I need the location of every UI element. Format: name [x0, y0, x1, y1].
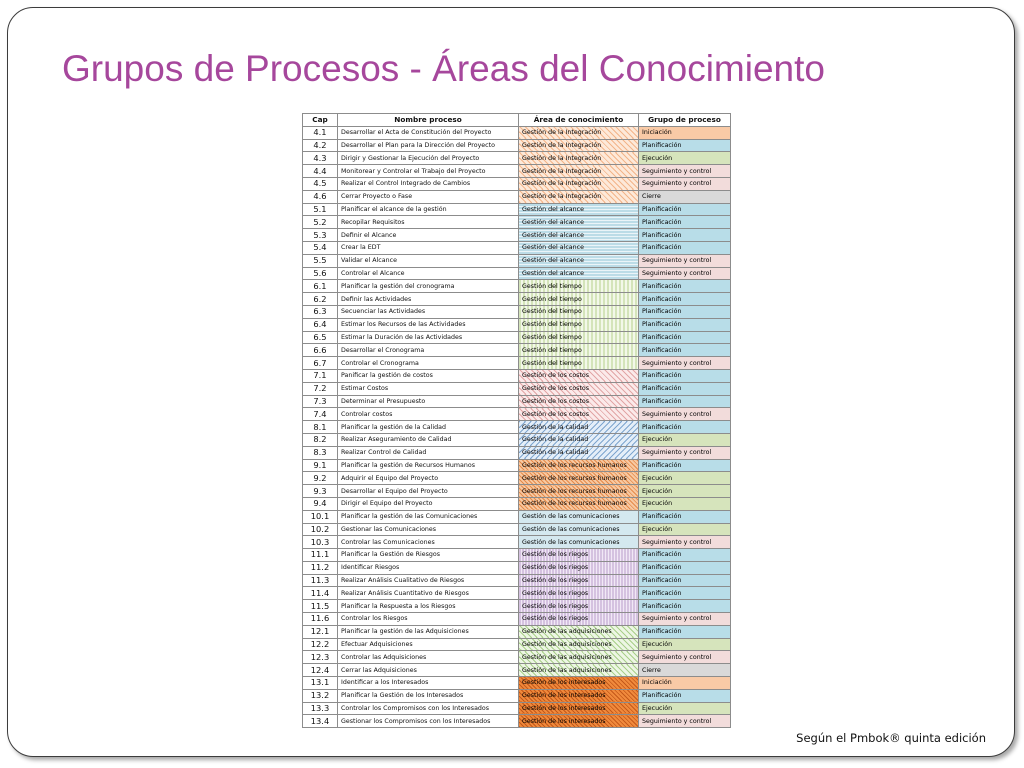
process-name-cell: Planificar la gestión de la Calidad [338, 421, 519, 434]
table-row [303, 677, 731, 690]
process-group-cell: Seguimiento y control [639, 254, 731, 267]
cap-cell: 4.2 [303, 139, 338, 152]
process-group-cell: Planificación [639, 216, 731, 229]
knowledge-area-cell: Gestión de los interesados [519, 715, 639, 728]
knowledge-area-cell: Gestión de los recursos humanos [519, 497, 639, 510]
knowledge-area-cell: Gestión de la Integración [519, 177, 639, 190]
process-group-cell: Planificación [639, 549, 731, 562]
knowledge-area-cell: Gestión de los interesados [519, 702, 639, 715]
cap-cell: 4.4 [303, 165, 338, 178]
process-name-cell: Planificar la gestión del cronograma [338, 280, 519, 293]
process-group-cell: Planificación [639, 600, 731, 613]
process-name-cell: Realizar Control de Calidad [338, 446, 519, 459]
table-row [303, 165, 731, 178]
process-name-cell: Estimar los Recursos de las Actividades [338, 318, 519, 331]
table-row [303, 702, 731, 715]
knowledge-area-cell: Gestión del alcance [519, 216, 639, 229]
knowledge-area-cell: Gestión de la calidad [519, 446, 639, 459]
process-group-cell: Planificación [639, 293, 731, 306]
cap-cell: 5.6 [303, 267, 338, 280]
process-group-cell: Planificación [639, 139, 731, 152]
cap-cell: 9.4 [303, 497, 338, 510]
process-name-cell: Gestionar los Compromisos con los Interesados [338, 715, 519, 728]
process-name-cell: Adquirir el Equipo del Proyecto [338, 472, 519, 485]
process-group-cell: Planificación [639, 561, 731, 574]
header-grupo-proceso: Grupo de proceso [639, 114, 731, 127]
process-name-cell: Controlar el Alcance [338, 267, 519, 280]
table-row [303, 408, 731, 421]
cap-cell: 6.4 [303, 318, 338, 331]
process-name-cell: Cerrar las Adquisiciones [338, 664, 519, 677]
process-name-cell: Controlar los Riesgos [338, 613, 519, 626]
process-name-cell: Controlar el Cronograma [338, 357, 519, 370]
table-row [303, 536, 731, 549]
cap-cell: 7.2 [303, 382, 338, 395]
table-row [303, 561, 731, 574]
knowledge-area-cell: Gestión del tiempo [519, 357, 639, 370]
knowledge-area-cell: Gestión de los costos [519, 408, 639, 421]
knowledge-area-cell: Gestión del alcance [519, 241, 639, 254]
process-name-cell: Planificar la Gestión de los Interesados [338, 689, 519, 702]
table-body [303, 126, 731, 727]
knowledge-area-cell: Gestión de las adquisiciones [519, 651, 639, 664]
process-name-cell: Estimar la Duración de las Actividades [338, 331, 519, 344]
cap-cell: 10.1 [303, 510, 338, 523]
process-name-cell: Identificar Riesgos [338, 561, 519, 574]
table-row [303, 254, 731, 267]
table-row [303, 331, 731, 344]
table-header-row [303, 114, 731, 127]
knowledge-area-cell: Gestión de los riegos [519, 600, 639, 613]
process-group-cell: Ejecución [639, 523, 731, 536]
table-row [303, 241, 731, 254]
process-name-cell: Estimar Costos [338, 382, 519, 395]
process-name-cell: Realizar Análisis Cualitativo de Riesgos [338, 574, 519, 587]
process-name-cell: Planificar la gestión de Recursos Humanos [338, 459, 519, 472]
process-name-cell: Gestionar las Comunicaciones [338, 523, 519, 536]
knowledge-area-cell: Gestión de la calidad [519, 421, 639, 434]
table-row [303, 613, 731, 626]
process-name-cell: Desarrollar el Acta de Constitución del Proyecto [338, 126, 519, 139]
process-name-cell: Crear la EDT [338, 241, 519, 254]
source-footnote: Según el Pmbok® quinta edición [796, 731, 986, 745]
cap-cell: 12.3 [303, 651, 338, 664]
process-group-cell: Seguimiento y control [639, 408, 731, 421]
process-name-cell: Desarrollar el Plan para la Dirección del Proyecto [338, 139, 519, 152]
knowledge-area-cell: Gestión de los riegos [519, 613, 639, 626]
process-name-cell: Controlar los Compromisos con los Interesados [338, 702, 519, 715]
process-name-cell: Realizar el Control Integrado de Cambios [338, 177, 519, 190]
cap-cell: 13.4 [303, 715, 338, 728]
cap-cell: 11.2 [303, 561, 338, 574]
table-row [303, 625, 731, 638]
process-group-cell: Ejecución [639, 638, 731, 651]
process-group-cell: Planificación [639, 318, 731, 331]
table-row [303, 421, 731, 434]
process-group-cell: Seguimiento y control [639, 715, 731, 728]
knowledge-area-cell: Gestión del alcance [519, 229, 639, 242]
knowledge-area-cell: Gestión de las adquisiciones [519, 625, 639, 638]
cap-cell: 6.7 [303, 357, 338, 370]
table-row [303, 600, 731, 613]
table-row [303, 651, 731, 664]
process-group-cell: Ejecución [639, 497, 731, 510]
table-row [303, 395, 731, 408]
knowledge-area-cell: Gestión de los interesados [519, 677, 639, 690]
process-group-cell: Seguimiento y control [639, 165, 731, 178]
cap-cell: 7.4 [303, 408, 338, 421]
table-row [303, 369, 731, 382]
cap-cell: 4.5 [303, 177, 338, 190]
table-row [303, 293, 731, 306]
table-row [303, 433, 731, 446]
table-row [303, 574, 731, 587]
cap-cell: 13.1 [303, 677, 338, 690]
table-row [303, 152, 731, 165]
table-row [303, 318, 731, 331]
cap-cell: 8.3 [303, 446, 338, 459]
header-area-conocimiento: Área de conocimiento [519, 114, 639, 127]
table-row [303, 190, 731, 203]
process-group-cell: Planificación [639, 344, 731, 357]
knowledge-area-cell: Gestión del tiempo [519, 331, 639, 344]
knowledge-area-cell: Gestión de los costos [519, 382, 639, 395]
table-row [303, 497, 731, 510]
process-group-cell: Seguimiento y control [639, 536, 731, 549]
knowledge-area-cell: Gestión de las comunicaciones [519, 510, 639, 523]
knowledge-area-cell: Gestión de los riegos [519, 549, 639, 562]
cap-cell: 13.3 [303, 702, 338, 715]
process-group-cell: Ejecución [639, 485, 731, 498]
process-group-cell: Planificación [639, 689, 731, 702]
cap-cell: 8.2 [303, 433, 338, 446]
cap-cell: 11.3 [303, 574, 338, 587]
process-name-cell: Controlar las Comunicaciones [338, 536, 519, 549]
knowledge-area-cell: Gestión de los costos [519, 369, 639, 382]
process-name-cell: Determinar el Presupuesto [338, 395, 519, 408]
process-name-cell: Efectuar Adquisiciones [338, 638, 519, 651]
knowledge-area-cell: Gestión de la Integración [519, 139, 639, 152]
slide-title: Grupos de Procesos - Áreas del Conocimiento [62, 48, 825, 89]
knowledge-area-cell: Gestión del tiempo [519, 318, 639, 331]
process-group-cell: Planificación [639, 382, 731, 395]
cap-cell: 6.5 [303, 331, 338, 344]
knowledge-area-cell: Gestión de la Integración [519, 165, 639, 178]
knowledge-area-cell: Gestión del tiempo [519, 305, 639, 318]
cap-cell: 5.5 [303, 254, 338, 267]
cap-cell: 12.2 [303, 638, 338, 651]
cap-cell: 11.6 [303, 613, 338, 626]
knowledge-area-cell: Gestión del tiempo [519, 280, 639, 293]
cap-cell: 6.3 [303, 305, 338, 318]
cap-cell: 6.6 [303, 344, 338, 357]
knowledge-area-cell: Gestión de los costos [519, 395, 639, 408]
table-row [303, 382, 731, 395]
process-group-cell: Planificación [639, 510, 731, 523]
table-row [303, 357, 731, 370]
cap-cell: 9.3 [303, 485, 338, 498]
process-name-cell: Panificar la gestión de costos [338, 369, 519, 382]
cap-cell: 11.5 [303, 600, 338, 613]
cap-cell: 12.4 [303, 664, 338, 677]
process-group-cell: Planificación [639, 395, 731, 408]
knowledge-area-cell: Gestión de las adquisiciones [519, 638, 639, 651]
process-group-cell: Planificación [639, 229, 731, 242]
cap-cell: 11.1 [303, 549, 338, 562]
process-name-cell: Planificar la gestión de las Adquisiciones [338, 625, 519, 638]
cap-cell: 5.4 [303, 241, 338, 254]
process-group-cell: Ejecución [639, 152, 731, 165]
process-name-cell: Identificar a los Interesados [338, 677, 519, 690]
header-nombre-proceso: Nombre proceso [338, 114, 519, 127]
process-group-cell: Planificación [639, 421, 731, 434]
knowledge-area-cell: Gestión de las adquisiciones [519, 664, 639, 677]
header-cap: Cap [303, 114, 338, 127]
process-name-cell: Desarrollar el Cronograma [338, 344, 519, 357]
table-row [303, 523, 731, 536]
knowledge-area-cell: Gestión de los recursos humanos [519, 472, 639, 485]
process-group-cell: Seguimiento y control [639, 267, 731, 280]
process-group-cell: Seguimiento y control [639, 357, 731, 370]
process-group-cell: Planificación [639, 625, 731, 638]
table-row [303, 203, 731, 216]
table-row [303, 549, 731, 562]
table-row [303, 344, 731, 357]
knowledge-area-cell: Gestión del alcance [519, 254, 639, 267]
cap-cell: 4.6 [303, 190, 338, 203]
process-name-cell: Planificar la Gestión de Riesgos [338, 549, 519, 562]
cap-cell: 9.2 [303, 472, 338, 485]
process-group-cell: Seguimiento y control [639, 177, 731, 190]
process-name-cell: Definir el Alcance [338, 229, 519, 242]
process-table [302, 113, 731, 728]
knowledge-area-cell: Gestión de la Integración [519, 152, 639, 165]
process-group-cell: Seguimiento y control [639, 651, 731, 664]
table-row [303, 267, 731, 280]
cap-cell: 11.4 [303, 587, 338, 600]
cap-cell: 4.1 [303, 126, 338, 139]
table-row [303, 126, 731, 139]
table-row [303, 485, 731, 498]
table-row [303, 664, 731, 677]
knowledge-area-cell: Gestión del tiempo [519, 293, 639, 306]
cap-cell: 7.1 [303, 369, 338, 382]
process-name-cell: Planificar el alcance de la gestión [338, 203, 519, 216]
table-row [303, 216, 731, 229]
process-group-cell: Planificación [639, 280, 731, 293]
process-name-cell: Controlar costos [338, 408, 519, 421]
process-name-cell: Planificar la Respuesta a los Riesgos [338, 600, 519, 613]
knowledge-area-cell: Gestión de la Integración [519, 190, 639, 203]
table-row [303, 472, 731, 485]
knowledge-area-cell: Gestión de los recursos humanos [519, 459, 639, 472]
knowledge-area-cell: Gestión del alcance [519, 203, 639, 216]
cap-cell: 10.2 [303, 523, 338, 536]
table-row [303, 689, 731, 702]
table-row [303, 510, 731, 523]
cap-cell: 7.3 [303, 395, 338, 408]
cap-cell: 10.3 [303, 536, 338, 549]
table-row [303, 638, 731, 651]
process-group-cell: Ejecución [639, 472, 731, 485]
table-row [303, 446, 731, 459]
table-row [303, 459, 731, 472]
table-row [303, 177, 731, 190]
process-group-cell: Cierre [639, 664, 731, 677]
knowledge-area-cell: Gestión de los interesados [519, 689, 639, 702]
knowledge-area-cell: Gestión de las comunicaciones [519, 523, 639, 536]
process-group-cell: Seguimiento y control [639, 446, 731, 459]
process-name-cell: Definir las Actividades [338, 293, 519, 306]
knowledge-area-cell: Gestión de los recursos humanos [519, 485, 639, 498]
process-name-cell: Recopilar Requisitos [338, 216, 519, 229]
process-name-cell: Controlar las Adquisiciones [338, 651, 519, 664]
process-name-cell: Desarrollar el Equipo del Proyecto [338, 485, 519, 498]
process-name-cell: Monitorear y Controlar el Trabajo del Proyecto [338, 165, 519, 178]
process-name-cell: Secuenciar las Actividades [338, 305, 519, 318]
cap-cell: 5.2 [303, 216, 338, 229]
table-row [303, 587, 731, 600]
knowledge-area-cell: Gestión de la Integración [519, 126, 639, 139]
process-group-cell: Planificación [639, 305, 731, 318]
process-group-cell: Planificación [639, 369, 731, 382]
process-name-cell: Realizar Aseguramiento de Calidad [338, 433, 519, 446]
table-row [303, 139, 731, 152]
process-group-cell: Iniciación [639, 126, 731, 139]
process-group-cell: Planificación [639, 203, 731, 216]
cap-cell: 12.1 [303, 625, 338, 638]
process-group-cell: Seguimiento y control [639, 613, 731, 626]
process-name-cell: Realizar Análisis Cuantitativo de Riesgos [338, 587, 519, 600]
knowledge-area-cell: Gestión del alcance [519, 267, 639, 280]
process-name-cell: Dirigir y Gestionar la Ejecución del Proyecto [338, 152, 519, 165]
process-group-cell: Planificación [639, 574, 731, 587]
table-row [303, 305, 731, 318]
cap-cell: 6.2 [303, 293, 338, 306]
cap-cell: 9.1 [303, 459, 338, 472]
knowledge-area-cell: Gestión del tiempo [519, 344, 639, 357]
table-row [303, 280, 731, 293]
process-group-cell: Ejecución [639, 702, 731, 715]
cap-cell: 4.3 [303, 152, 338, 165]
process-group-cell: Planificación [639, 331, 731, 344]
process-name-cell: Validar el Alcance [338, 254, 519, 267]
process-group-cell: Iniciación [639, 677, 731, 690]
table-row [303, 229, 731, 242]
process-name-cell: Cerrar Proyecto o Fase [338, 190, 519, 203]
cap-cell: 6.1 [303, 280, 338, 293]
process-name-cell: Planificar la gestión de las Comunicaciones [338, 510, 519, 523]
cap-cell: 5.3 [303, 229, 338, 242]
table-row [303, 715, 731, 728]
process-group-cell: Planificación [639, 459, 731, 472]
process-group-cell: Ejecución [639, 433, 731, 446]
process-group-cell: Cierre [639, 190, 731, 203]
process-group-cell: Planificación [639, 241, 731, 254]
knowledge-area-cell: Gestión de las comunicaciones [519, 536, 639, 549]
knowledge-area-cell: Gestión de los riegos [519, 587, 639, 600]
knowledge-area-cell: Gestión de la calidad [519, 433, 639, 446]
process-name-cell: Dirigir el Equipo del Proyecto [338, 497, 519, 510]
knowledge-area-cell: Gestión de los riegos [519, 561, 639, 574]
cap-cell: 8.1 [303, 421, 338, 434]
process-group-cell: Planificación [639, 587, 731, 600]
knowledge-area-cell: Gestión de los riegos [519, 574, 639, 587]
cap-cell: 5.1 [303, 203, 338, 216]
cap-cell: 13.2 [303, 689, 338, 702]
